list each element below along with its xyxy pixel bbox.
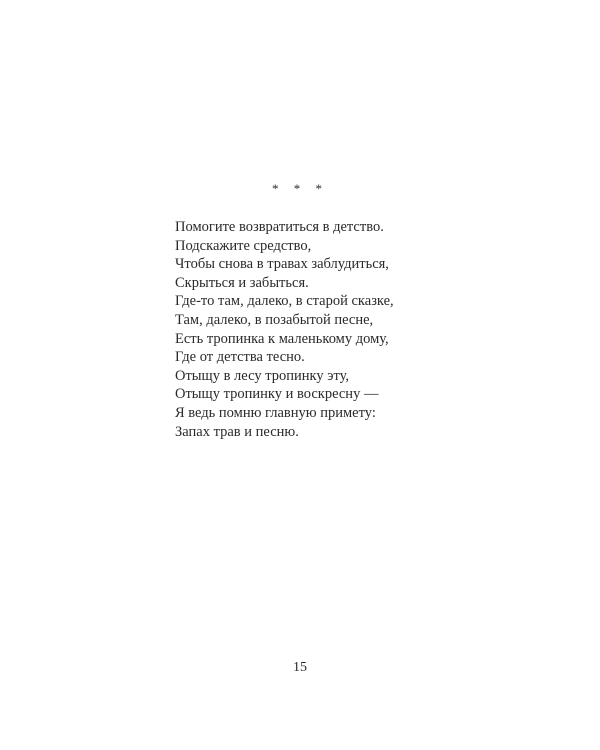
page-number: 15 — [293, 660, 307, 675]
poem — [175, 218, 505, 441]
poem-line: Я ведь помню главную примету: — [175, 404, 376, 421]
poem-line: Отыщу тропинку и воскресну — — [175, 386, 379, 403]
poem-line: Там, далеко, в позабытой песне, — [175, 311, 374, 328]
poem-line: Отыщу в лесу тропинку эту, — [175, 367, 350, 384]
poem-line: Где от детства тесно. — [175, 349, 305, 366]
poem-line: Запах трав и песню. — [175, 423, 299, 440]
poem-line: Чтобы снова в травах заблудиться, — [175, 256, 389, 273]
poem-line: Есть тропинка к маленькому дому, — [175, 330, 389, 347]
poem-line: Где-то там, далеко, в старой сказке, — [175, 293, 394, 310]
section-separator: * * * — [272, 181, 328, 196]
poem-line: Подскажите средство, — [175, 237, 312, 254]
poem-line: Скрыться и забыться. — [175, 274, 309, 291]
poem-line: Помогите возвратиться в детство. — [175, 219, 384, 235]
